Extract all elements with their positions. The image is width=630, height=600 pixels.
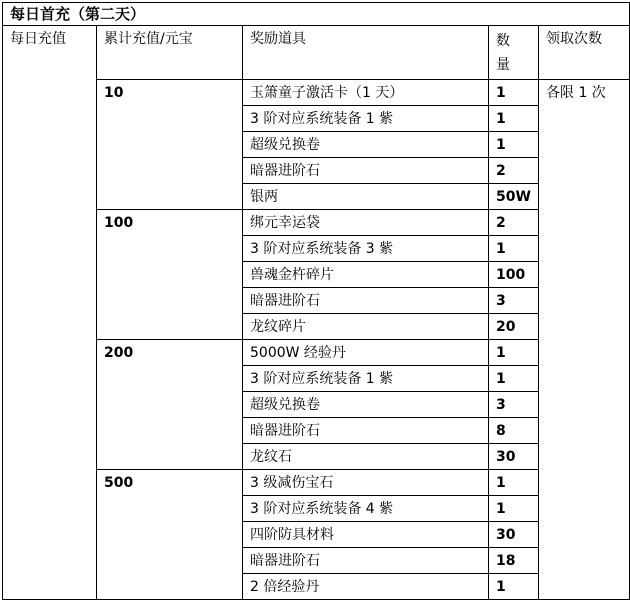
reward-item-quantity: 1 — [489, 470, 539, 496]
reward-item-quantity: 1 — [489, 236, 539, 262]
reward-item-name: 3 阶对应系统装备 3 紫 — [243, 236, 489, 262]
tier-amount: 10 — [97, 80, 243, 210]
reward-item-name: 超级兑换卷 — [243, 132, 489, 158]
reward-item-quantity: 1 — [489, 132, 539, 158]
table-title: 每日首充（第二天） — [3, 3, 630, 26]
claim-limit: 各限 1 次 — [539, 80, 630, 600]
table-row — [3, 210, 630, 236]
reward-item-name: 3 阶对应系统装备 1 紫 — [243, 106, 489, 132]
reward-item-quantity: 20 — [489, 314, 539, 340]
reward-item-name: 5000W 经验丹 — [243, 340, 489, 366]
reward-item-name: 暗器进阶石 — [243, 548, 489, 574]
reward-table-body — [3, 3, 630, 600]
reward-item-name: 绑元幸运袋 — [243, 210, 489, 236]
reward-item-name: 3 阶对应系统装备 1 紫 — [243, 366, 489, 392]
reward-item-name: 3 级减伤宝石 — [243, 470, 489, 496]
header-quantity-line2: 量 — [496, 57, 510, 73]
table-row — [3, 340, 630, 366]
reward-item-name: 暗器进阶石 — [243, 418, 489, 444]
reward-item-quantity: 1 — [489, 340, 539, 366]
reward-item-name: 龙纹石 — [243, 444, 489, 470]
reward-table — [2, 2, 630, 600]
reward-item-quantity: 100 — [489, 262, 539, 288]
header-reward-items: 奖励道具 — [243, 26, 489, 80]
reward-item-name: 暗器进阶石 — [243, 288, 489, 314]
reward-item-quantity: 2 — [489, 158, 539, 184]
reward-item-name: 银两 — [243, 184, 489, 210]
reward-item-quantity: 18 — [489, 548, 539, 574]
header-row — [3, 26, 630, 80]
header-quantity-line1: 数 — [496, 33, 510, 49]
reward-item-quantity: 8 — [489, 418, 539, 444]
reward-item-quantity: 1 — [489, 496, 539, 522]
reward-item-name: 超级兑换卷 — [243, 392, 489, 418]
title-row — [3, 3, 630, 26]
reward-item-name: 玉箫童子激活卡（1 天） — [243, 80, 489, 106]
reward-item-quantity: 30 — [489, 444, 539, 470]
table-row — [3, 80, 630, 106]
header-cumulative: 累计充值/元宝 — [97, 26, 243, 80]
reward-item-name: 3 阶对应系统装备 4 紫 — [243, 496, 489, 522]
tier-amount: 100 — [97, 210, 243, 340]
reward-item-name: 兽魂金杵碎片 — [243, 262, 489, 288]
header-quantity — [489, 26, 539, 80]
tier-amount: 500 — [97, 470, 243, 600]
reward-item-quantity: 1 — [489, 106, 539, 132]
reward-item-quantity: 1 — [489, 574, 539, 600]
reward-item-quantity: 2 — [489, 210, 539, 236]
tier-amount: 200 — [97, 340, 243, 470]
reward-item-name: 龙纹碎片 — [243, 314, 489, 340]
reward-item-quantity: 3 — [489, 392, 539, 418]
header-claim-times: 领取次数 — [539, 26, 630, 80]
reward-item-name: 暗器进阶石 — [243, 158, 489, 184]
reward-item-quantity: 1 — [489, 80, 539, 106]
reward-item-quantity: 30 — [489, 522, 539, 548]
reward-item-quantity: 3 — [489, 288, 539, 314]
table-row — [3, 470, 630, 496]
reward-item-name: 2 倍经验丹 — [243, 574, 489, 600]
header-daily-recharge: 每日充值 — [3, 26, 97, 600]
reward-item-name: 四阶防具材料 — [243, 522, 489, 548]
reward-item-quantity: 1 — [489, 366, 539, 392]
reward-item-quantity: 50W — [489, 184, 539, 210]
